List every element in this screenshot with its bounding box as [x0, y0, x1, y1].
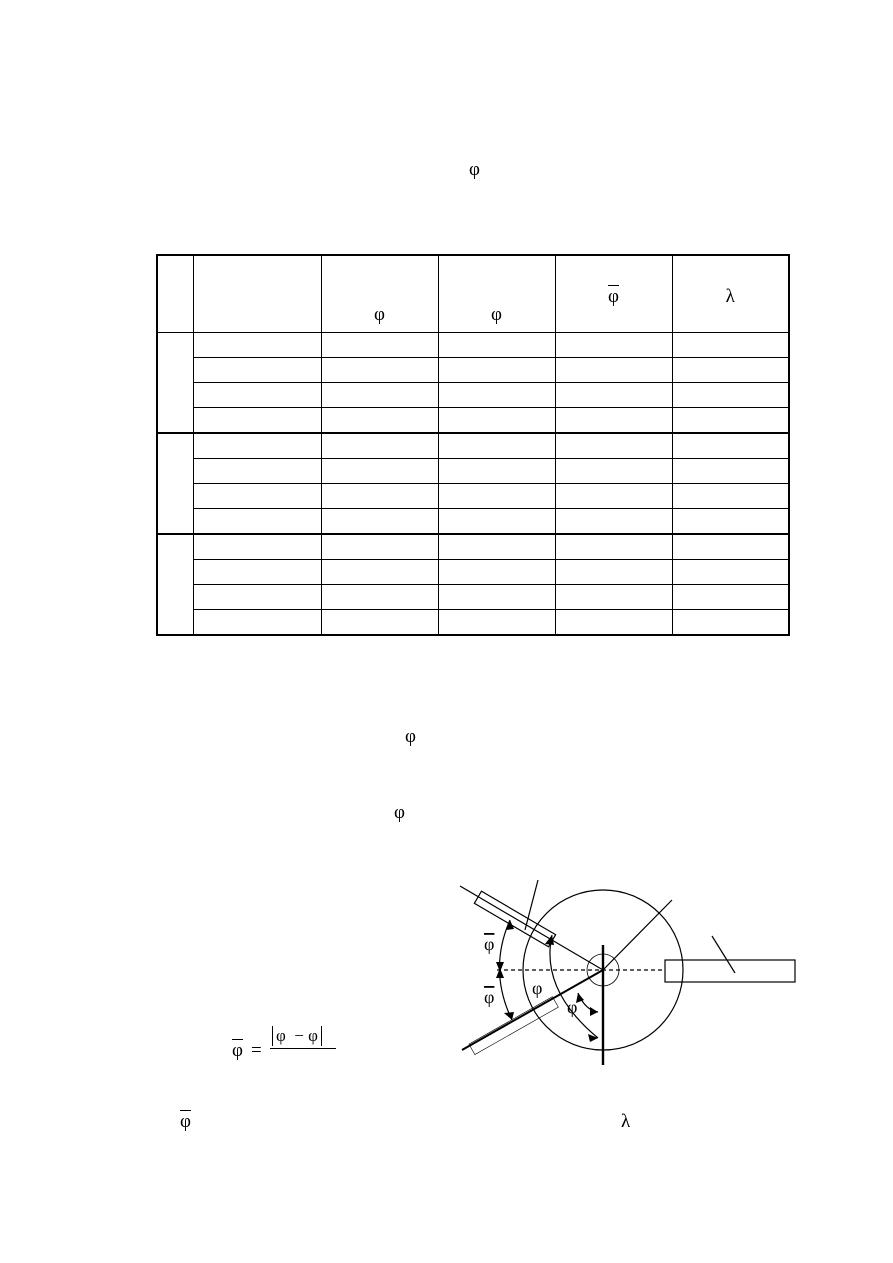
table-cell [672, 610, 789, 636]
table-cell [672, 333, 789, 358]
table-cell [321, 560, 438, 585]
table-cell [672, 408, 789, 434]
table-cell [555, 560, 672, 585]
table-cell [321, 383, 438, 408]
table-row [157, 534, 789, 560]
table-cell [193, 433, 321, 459]
table-row [157, 610, 789, 636]
table-row [157, 484, 789, 509]
table-cell [193, 560, 321, 585]
phi-symbol-mid-1: φ [405, 726, 416, 747]
table-row [157, 383, 789, 408]
table-cell [672, 459, 789, 484]
diagram-label-phibar-1: φ [484, 934, 495, 954]
table-cell [321, 585, 438, 610]
group-cell [157, 333, 193, 434]
table-cell [321, 433, 438, 459]
table-cell [672, 433, 789, 459]
table-cell [672, 383, 789, 408]
table-cell [321, 484, 438, 509]
table-cell [193, 534, 321, 560]
phi-mean-symbol-bottom: $\overline{\varphi}$ [180, 1111, 191, 1132]
header-cell-item [193, 255, 321, 333]
diagram-label-phi-2: φ [567, 997, 578, 1017]
spectrometer-diagram [450, 870, 810, 1075]
table-row [157, 509, 789, 535]
table-cell [672, 534, 789, 560]
header-cell-lambda: λ [672, 255, 789, 333]
table-cell [672, 358, 789, 383]
table-cell [438, 585, 555, 610]
table-cell [193, 408, 321, 434]
table-cell [555, 484, 672, 509]
table-cell [555, 433, 672, 459]
table-cell [672, 484, 789, 509]
formula-eq: = [251, 1040, 262, 1061]
table-cell [438, 560, 555, 585]
table-cell [438, 484, 555, 509]
group-cell [157, 433, 193, 534]
fraction-line [270, 1048, 336, 1049]
table-cell [193, 610, 321, 636]
table-row [157, 333, 789, 358]
diagram-label-phibar-2: φ [484, 987, 495, 1007]
table-cell [555, 383, 672, 408]
table-cell [672, 585, 789, 610]
table-row [157, 433, 789, 459]
table-cell [438, 534, 555, 560]
table-cell [555, 534, 672, 560]
table-row [157, 408, 789, 434]
table-cell [555, 358, 672, 383]
table-cell [321, 509, 438, 535]
table-cell [438, 358, 555, 383]
table-cell [321, 534, 438, 560]
table-cell [555, 509, 672, 535]
table-cell [321, 333, 438, 358]
table-cell [193, 459, 321, 484]
table-cell [555, 585, 672, 610]
table-cell [555, 610, 672, 636]
table-row [157, 585, 789, 610]
table-cell [193, 333, 321, 358]
collimator-tube [665, 960, 795, 982]
formula-numerator: φ − φ [272, 1026, 322, 1046]
table-cell [438, 509, 555, 535]
table-row [157, 358, 789, 383]
lambda-symbol-bottom: λ [621, 1111, 631, 1132]
group-cell [157, 534, 193, 635]
mean-angle-formula [232, 1028, 342, 1064]
phi-symbol-mid-2: φ [394, 802, 405, 823]
header-cell-phi-2: φ [438, 255, 555, 333]
table-cell [555, 333, 672, 358]
table-cell [438, 333, 555, 358]
table-row [157, 560, 789, 585]
table-cell [438, 433, 555, 459]
header-cell-group [157, 255, 193, 333]
table-cell [555, 408, 672, 434]
formula-lhs: $\overline{\varphi}$ [232, 1040, 243, 1061]
table-header-row [157, 255, 789, 333]
table-cell [438, 383, 555, 408]
table-cell [672, 560, 789, 585]
table-cell [193, 484, 321, 509]
table-row [157, 459, 789, 484]
table-cell [672, 509, 789, 535]
table-cell [193, 358, 321, 383]
table-cell [438, 459, 555, 484]
table-cell [321, 408, 438, 434]
diagram-label-phi-1: φ [532, 978, 543, 998]
header-cell-phi-mean: $\overline{\varphi}$ [555, 255, 672, 333]
table-cell [193, 509, 321, 535]
phi-symbol-top: φ [469, 159, 480, 180]
table-cell [193, 383, 321, 408]
header-cell-phi-1: φ [321, 255, 438, 333]
measurement-table [156, 254, 790, 636]
table-cell [438, 610, 555, 636]
table-cell [438, 408, 555, 434]
table-cell [321, 610, 438, 636]
table-cell [193, 585, 321, 610]
table-cell [555, 459, 672, 484]
table-cell [321, 459, 438, 484]
table-cell [321, 358, 438, 383]
